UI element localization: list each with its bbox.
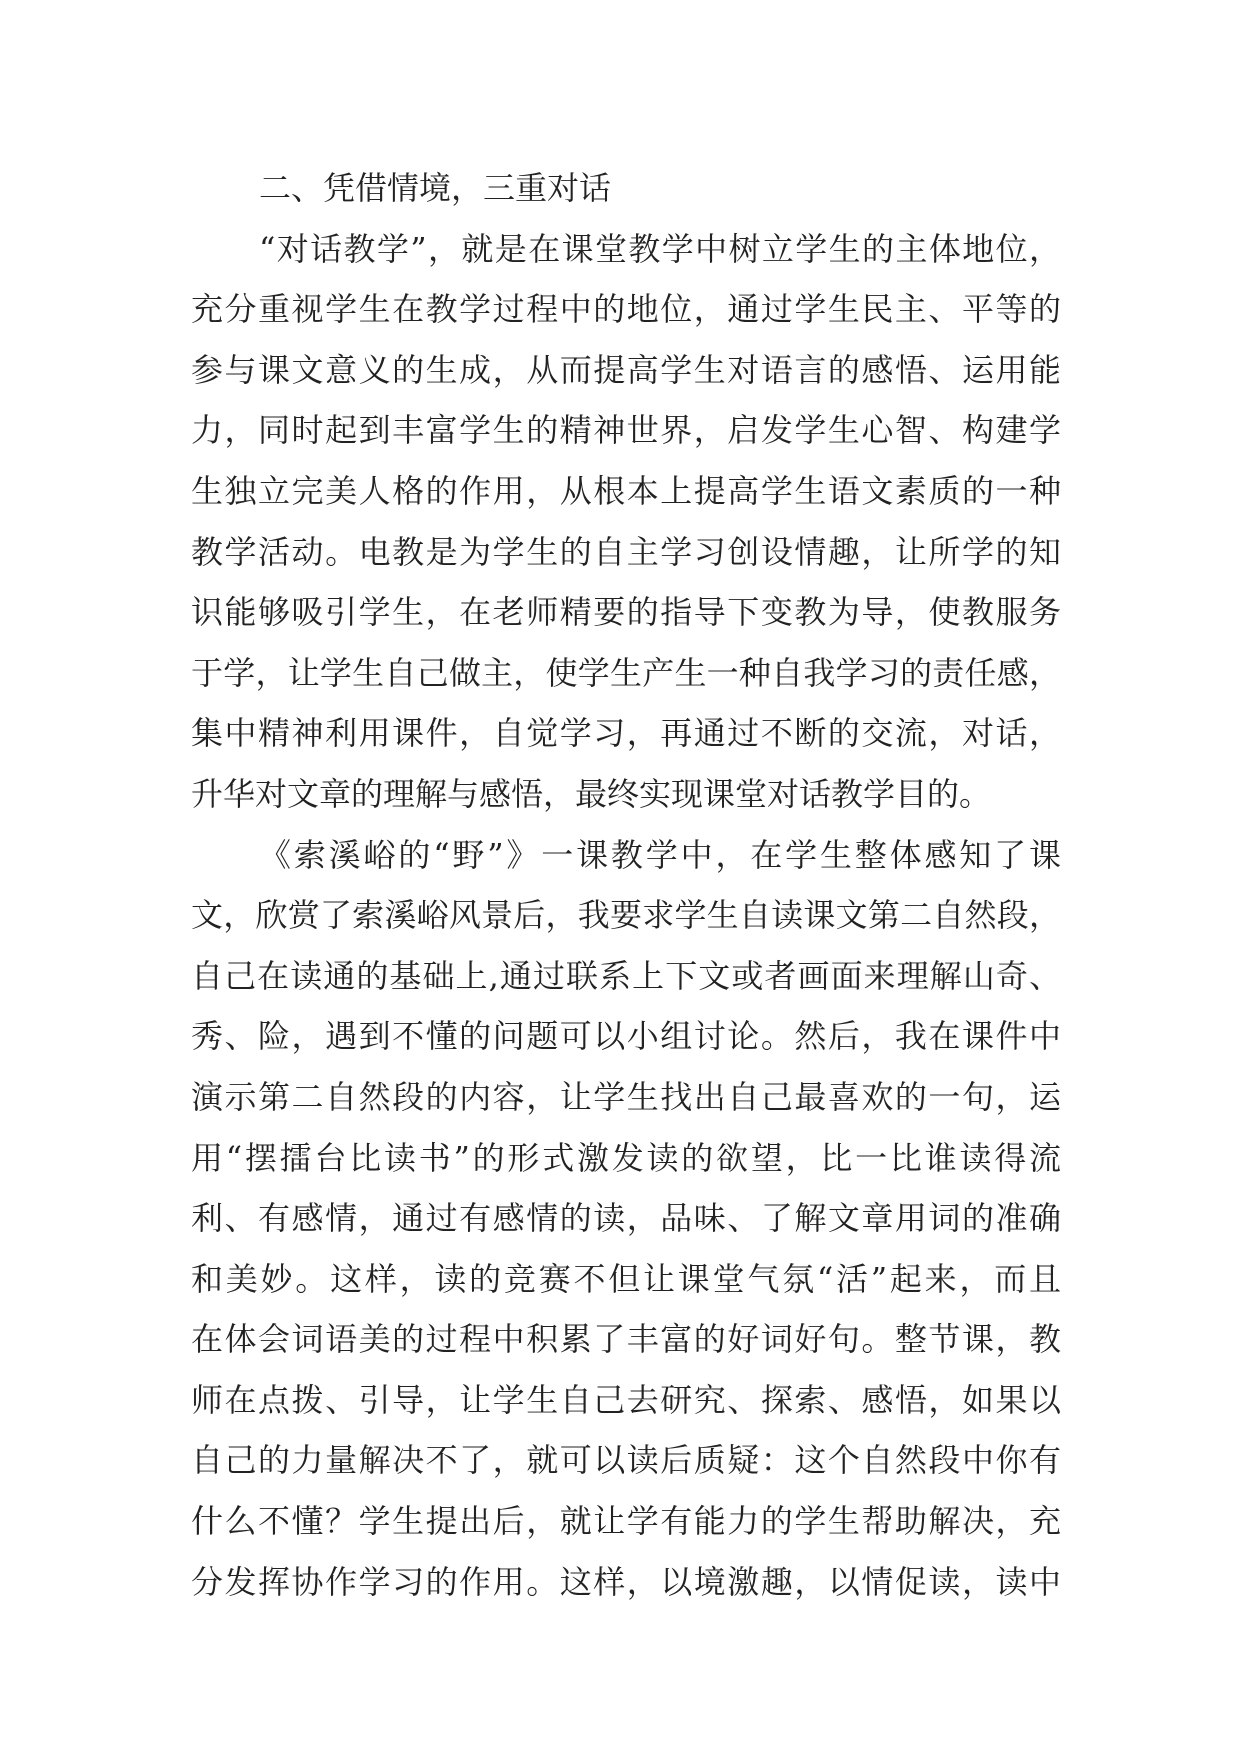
paragraph-2-line-13: 分发挥协作学习的作用。这样，以境激趣，以情促读，读中 xyxy=(191,1562,1061,1601)
document-body xyxy=(191,158,1061,1612)
paragraph-1-line-4: 力，同时起到丰富学生的精神世界，启发学生心智、构建学 xyxy=(191,411,1061,450)
paragraph-2-line-11: 自己的力量解决不了，就可以读后质疑：这个自然段中你有 xyxy=(191,1441,1061,1480)
paragraph-1-line-6: 教学活动。电教是为学生的自主学习创设情趣，让所学的知 xyxy=(191,532,1061,571)
paragraph-1-line-1: “对话教学”，就是在课堂教学中树立学生的主体地位， xyxy=(259,229,1061,268)
paragraph-2-line-2: 文，欣赏了索溪峪风景后，我要求学生自读课文第二自然段， xyxy=(191,896,1061,935)
paragraph-2-line-9: 在体会词语美的过程中积累了丰富的好词好句。整节课，教 xyxy=(191,1320,1061,1359)
section-heading: 二、凭借情境，三重对话 xyxy=(259,169,612,207)
paragraph-2-line-5: 演示第二自然段的内容，让学生找出自己最喜欢的一句，运 xyxy=(191,1077,1061,1116)
paragraph-1-line-10: 升华对文章的理解与感悟，最终实现课堂对话教学目的。 xyxy=(191,774,992,813)
paragraph-1-line-7: 识能够吸引学生，在老师精要的指导下变教为导，使教服务 xyxy=(191,593,1061,632)
paragraph-2-line-8: 和美妙。这样，读的竞赛不但让课堂气氛“活”起来，而且 xyxy=(191,1259,1061,1298)
paragraph-2-line-3: 自己在读通的基础上,通过联系上下文或者画面来理解山奇、 xyxy=(191,956,1061,995)
paragraph-2-line-6: 用“摆擂台比读书”的形式激发读的欲望，比一比谁读得流 xyxy=(191,1138,1061,1177)
paragraph-2-line-4: 秀、险，遇到不懂的问题可以小组讨论。然后，我在课件中 xyxy=(191,1017,1061,1056)
paragraph-1-line-3: 参与课文意义的生成，从而提高学生对语言的感悟、运用能 xyxy=(191,350,1061,389)
paragraph-1-line-5: 生独立完美人格的作用，从根本上提高学生语文素质的一种 xyxy=(191,471,1061,510)
paragraph-1-line-9: 集中精神利用课件，自觉学习，再通过不断的交流，对话， xyxy=(191,714,1061,753)
paragraph-2-line-10: 师在点拨、引导，让学生自己去研究、探索、感悟，如果以 xyxy=(191,1380,1061,1419)
paragraph-1-line-2: 充分重视学生在教学过程中的地位，通过学生民主、平等的 xyxy=(191,290,1061,329)
paragraph-2-line-1: 《索溪峪的“野”》一课教学中，在学生整体感知了课 xyxy=(259,835,1061,874)
paragraph-1-line-8: 于学，让学生自己做主，使学生产生一种自我学习的责任感， xyxy=(191,653,1061,692)
paragraph-2-line-7: 利、有感情，通过有感情的读，品味、了解文章用词的准确 xyxy=(191,1199,1061,1238)
paragraph-2-line-12: 什么不懂？学生提出后，就让学有能力的学生帮助解决，充 xyxy=(191,1502,1061,1541)
